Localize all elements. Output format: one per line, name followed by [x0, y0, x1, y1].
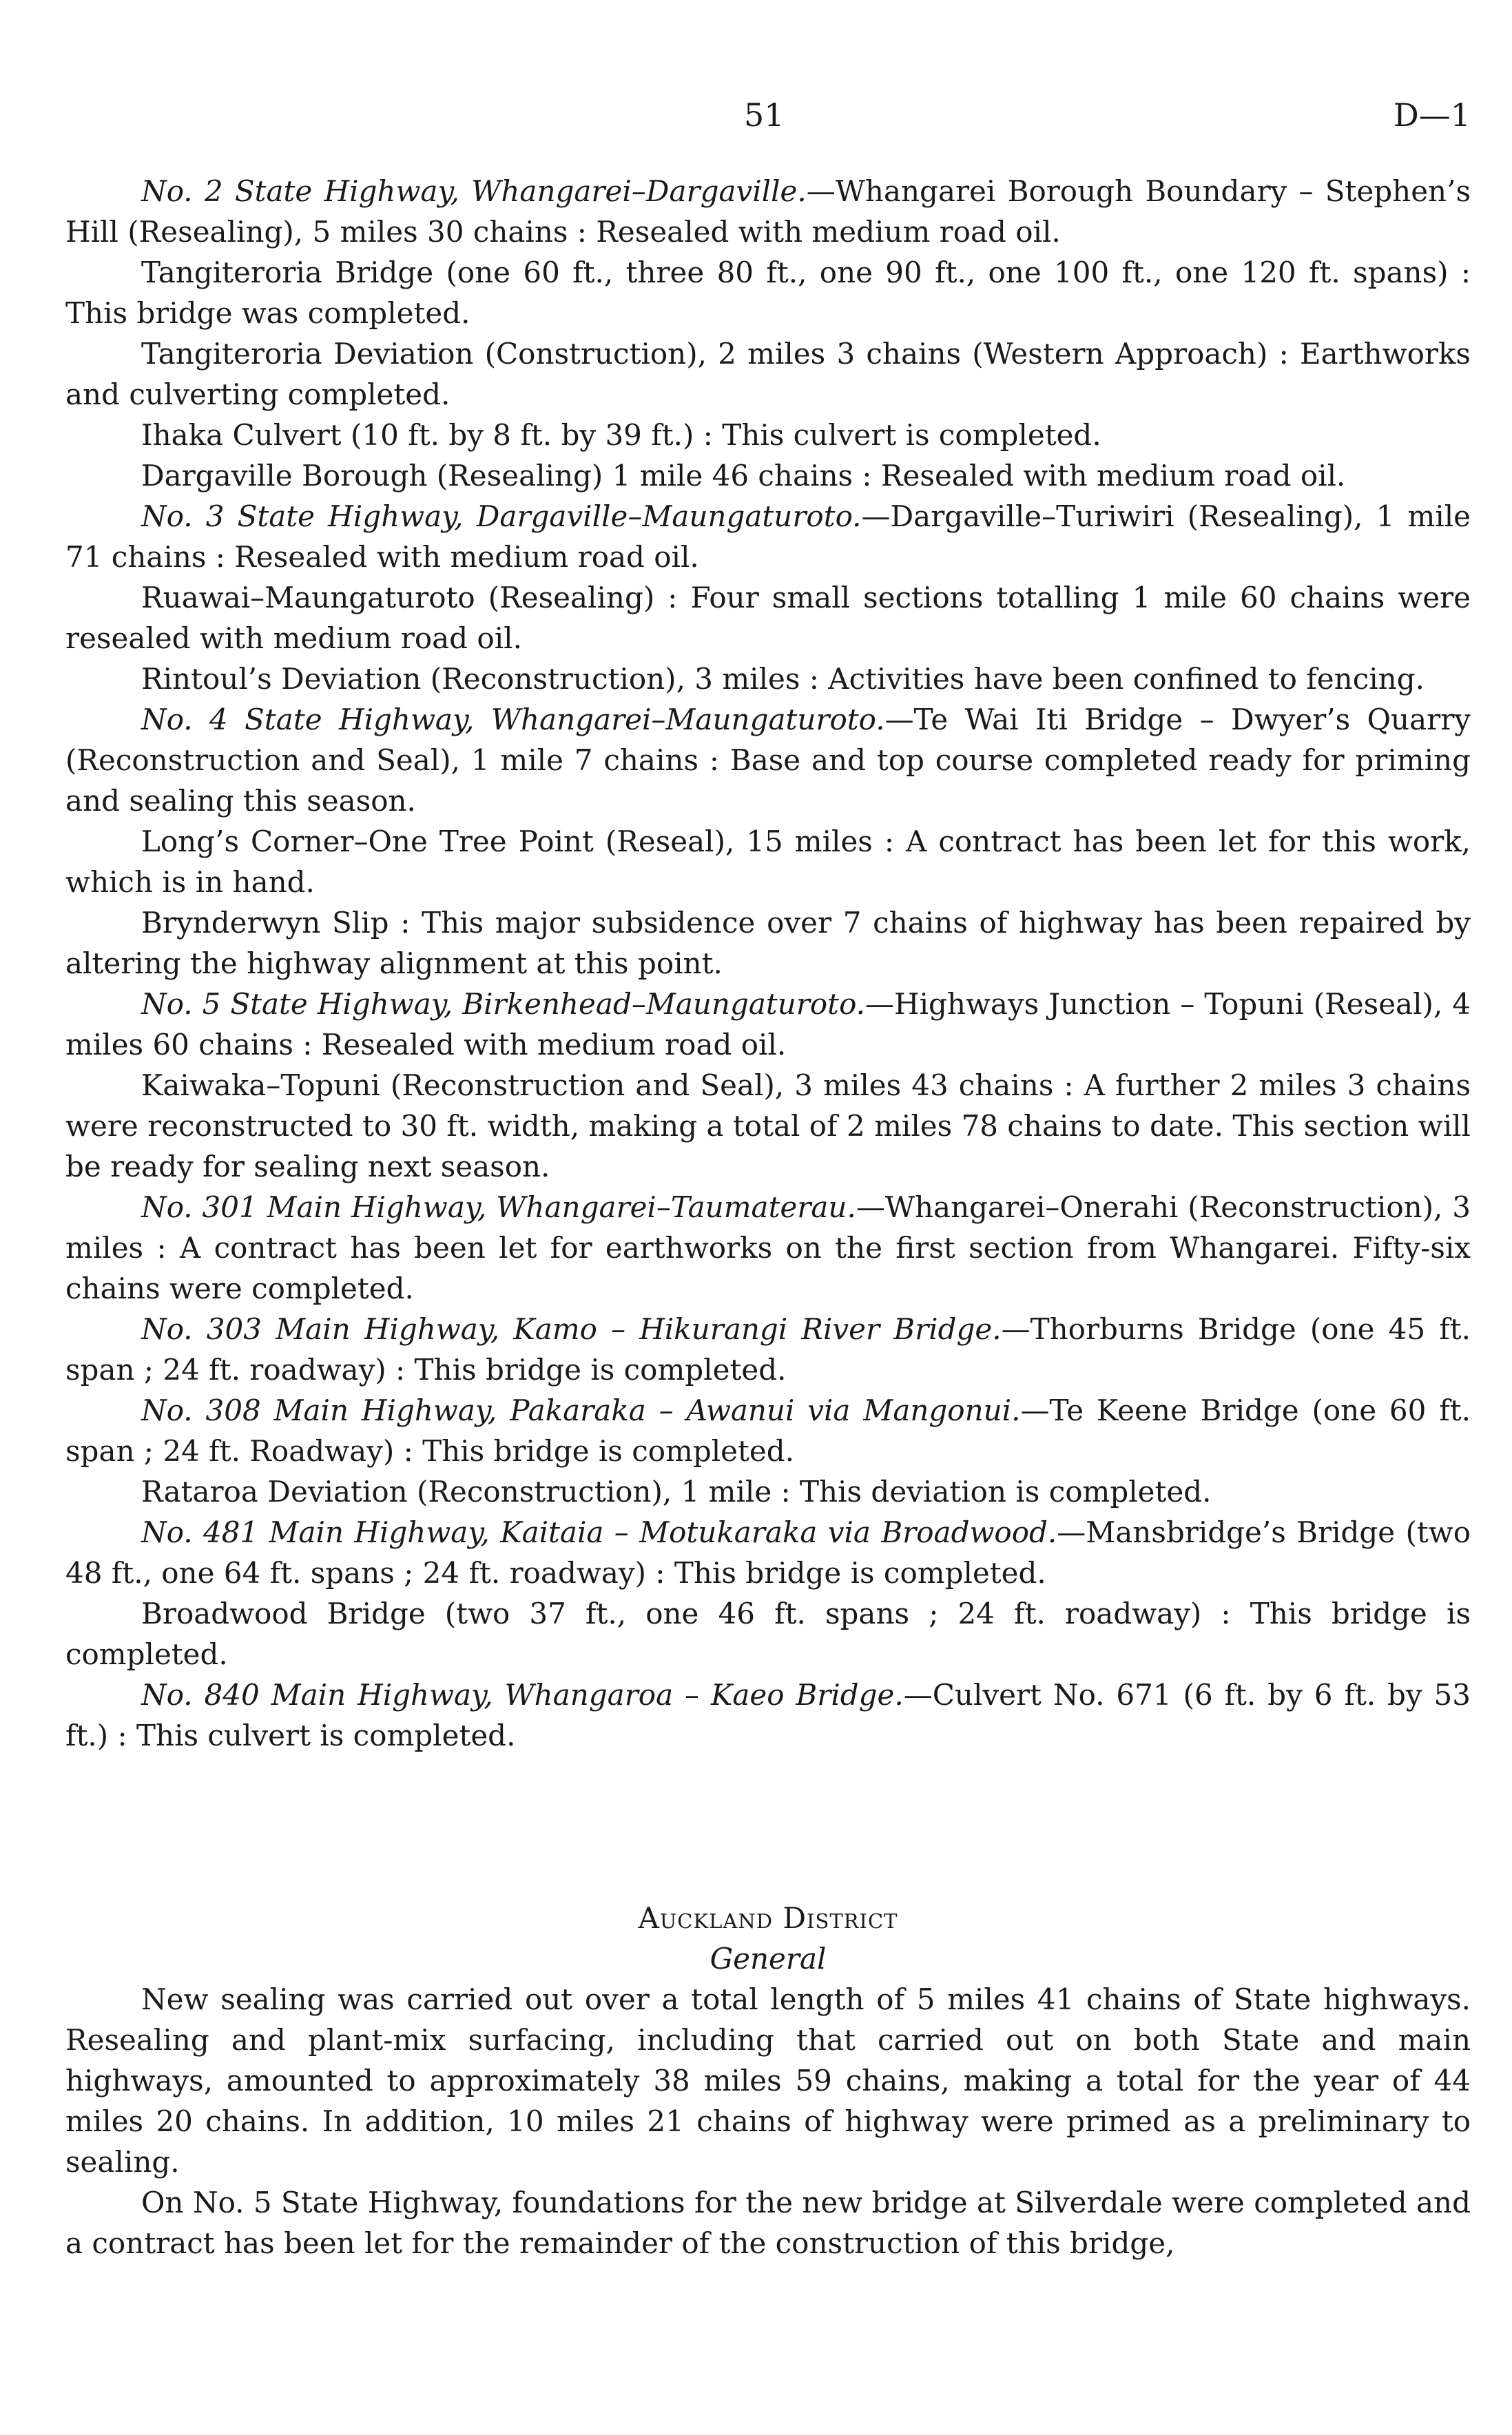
entry-text: Tangiteroria Bridge (one 60 ft., three 80 ft., one 90 ft., one 100 ft., one 120 ft. spans) : This bridge was completed. — [65, 256, 1471, 330]
entry-text: —Whangarei–Onerahi (Reconstruction), 3 miles : A contract has been let for earthworks on the first section from Whangarei. Fifty-six chains were completed. — [65, 1190, 1471, 1305]
report-entry — [65, 333, 1471, 415]
entry-text: —Mansbridge’s Bridge (two 48 ft., one 64 ft. spans ; 24 ft. roadway) : This bridge is completed. — [65, 1515, 1471, 1590]
auckland-district-section — [65, 1898, 1471, 2263]
entry-text: Tangiteroria Deviation (Construction), 2 miles 3 chains (Western Approach) : Earthworks and culverting completed. — [65, 337, 1471, 411]
document-reference: D—1 — [1393, 96, 1471, 134]
route-heading: No. 5 State Highway, Birkenhead–Maungaturoto. — [141, 987, 865, 1021]
report-entry — [65, 1309, 1471, 1390]
report-entry — [65, 1187, 1471, 1309]
report-entry — [65, 1675, 1471, 1756]
report-entry — [65, 1593, 1471, 1675]
route-heading: No. 3 State Highway, Dargaville–Maungaturoto. — [141, 499, 862, 533]
entry-text: —Culvert No. 671 (6 ft. by 6 ft. by 53 ft.) : This culvert is completed. — [65, 1678, 1471, 1752]
entry-text: Ruawai–Maungaturoto (Resealing) : Four small sections totalling 1 mile 60 chains were resealed with medium road oil. — [65, 581, 1471, 655]
report-entry — [65, 1471, 1471, 1512]
report-entry — [65, 1512, 1471, 1593]
highway-report-body — [65, 171, 1471, 1756]
entry-text: —Highways Junction – Topuni (Reseal), 4 miles 60 chains : Resealed with medium road oil. — [65, 987, 1471, 1061]
report-entry — [65, 902, 1471, 984]
report-entry — [65, 171, 1471, 252]
route-heading: No. 2 State Highway, Whangarei–Dargaville. — [141, 174, 807, 208]
entry-text: Rataroa Deviation (Reconstruction), 1 mile : This deviation is completed. — [141, 1475, 1212, 1509]
entry-text: Broadwood Bridge (two 37 ft., one 46 ft. spans ; 24 ft. roadway) : This bridge is completed. — [65, 1597, 1471, 1671]
route-heading: No. 301 Main Highway, Whangarei–Taumaterau. — [141, 1190, 856, 1224]
entry-text: —Te Keene Bridge (one 60 ft. span ; 24 ft. Roadway) : This bridge is completed. — [65, 1393, 1471, 1468]
report-entry — [65, 984, 1471, 1065]
entry-text: Brynderwyn Slip : This major subsidence over 7 chains of highway has been repaired by altering the highway alignment at this point. — [65, 906, 1471, 980]
route-heading: No. 481 Main Highway, Kaitaia – Motukaraka via Broadwood. — [141, 1515, 1057, 1549]
entry-text: Dargaville Borough (Resealing) 1 mile 46 chains : Resealed with medium road oil. — [141, 459, 1346, 493]
entry-text: Kaiwaka–Topuni (Reconstruction and Seal), 3 miles 43 chains : A further 2 miles 3 chains were reconstructed to 30 ft. width, making a total of 2 miles 78 chains to date. This section will be ready for sealing next season. — [65, 1068, 1471, 1183]
entry-text: —Thorburns Bridge (one 45 ft. span ; 24 ft. roadway) : This bridge is completed. — [65, 1312, 1471, 1387]
district-heading: Auckland District — [638, 1901, 898, 1935]
entry-text: —Whangarei Borough Boundary – Stephen’s Hill (Resealing), 5 miles 30 chains : Resealed with medium road oil. — [65, 174, 1471, 249]
entry-text: Rintoul’s Deviation (Reconstruction), 3 miles : Activities have been confined to fencing. — [141, 662, 1425, 696]
report-entry — [65, 821, 1471, 902]
page-header — [65, 96, 1471, 138]
district-subheading: General — [710, 1942, 827, 1976]
route-heading: No. 303 Main Highway, Kamo – Hikurangi River Bridge. — [141, 1312, 1002, 1346]
route-heading: No. 308 Main Highway, Pakaraka – Awanui via Mangonui. — [141, 1393, 1021, 1427]
report-entry — [65, 577, 1471, 659]
entry-text: —Te Wai Iti Bridge – Dwyer’s Quarry (Reconstruction and Seal), 1 mile 7 chains : Base and top course completed ready for priming and sealing this season. — [65, 703, 1471, 818]
report-entry — [65, 1065, 1471, 1187]
route-heading: No. 4 State Highway, Whangarei–Maungaturoto. — [141, 703, 885, 736]
page-number: 51 — [744, 96, 785, 134]
report-entry — [65, 252, 1471, 333]
route-heading: No. 840 Main Highway, Whangaroa – Kaeo Bridge. — [141, 1678, 904, 1712]
report-entry — [65, 415, 1471, 455]
entry-text: Ihaka Culvert (10 ft. by 8 ft. by 39 ft.) : This culvert is completed. — [141, 418, 1101, 452]
report-entry — [65, 699, 1471, 821]
report-entry — [65, 455, 1471, 496]
report-entry — [65, 496, 1471, 577]
entry-text: Long’s Corner–One Tree Point (Reseal), 15 miles : A contract has been let for this work, which is in hand. — [65, 825, 1471, 899]
report-entry — [65, 1390, 1471, 1471]
district-paragraph: On No. 5 State Highway, foundations for the new bridge at Silverdale were completed and a contract has been let for the remainder of the construction of this bridge, — [65, 2186, 1471, 2260]
report-entry — [65, 659, 1471, 699]
district-paragraph: New sealing was carried out over a total length of 5 miles 41 chains of State highways. Resealing and plant-mix surfacing, including that carried out on both State and main highways, amounted to approximately 38 miles 59 chains, making a total for the year of 44 miles 20 chains. In addition, 10 miles 21 chains of highway were primed as a preliminary to sealing. — [65, 1982, 1471, 2179]
entry-text: —Dargaville–Turiwiri (Resealing), 1 mile 71 chains : Resealed with medium road oil. — [65, 499, 1471, 574]
